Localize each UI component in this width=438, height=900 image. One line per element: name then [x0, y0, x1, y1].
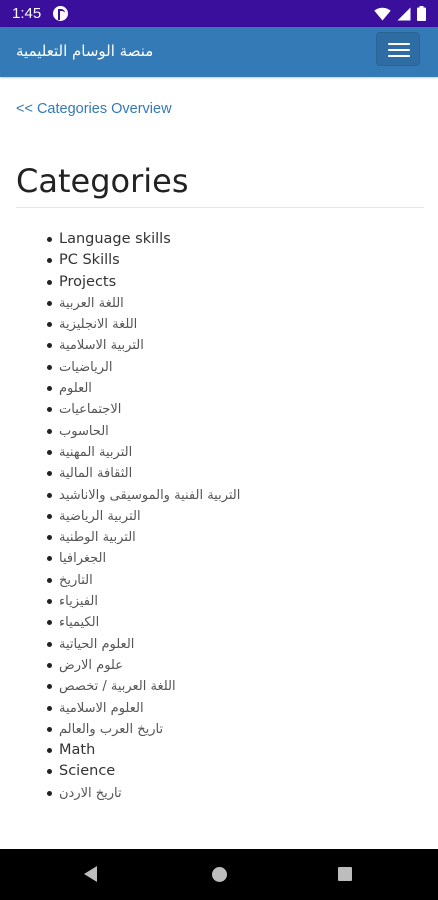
category-link[interactable]: العلوم: [59, 381, 92, 397]
category-item: [0, 272, 240, 293]
category-item: [0, 634, 240, 655]
category-item: [0, 676, 240, 697]
category-item: [0, 506, 240, 527]
categories-overview-link[interactable]: << Categories Overview: [16, 101, 172, 117]
category-item: [0, 463, 240, 484]
category-item: [0, 378, 240, 399]
category-link[interactable]: التربية الوطنية: [59, 530, 136, 546]
category-link[interactable]: التربية الاسلامية: [59, 338, 144, 354]
category-link[interactable]: Projects: [59, 273, 117, 290]
category-item: [0, 229, 240, 250]
category-link[interactable]: تاريخ العرب والعالم: [59, 721, 164, 737]
title-divider: [16, 207, 424, 208]
category-item: [0, 485, 240, 506]
hamburger-bar: [388, 49, 410, 51]
category-list: [0, 229, 240, 804]
category-item: [0, 442, 240, 463]
category-link[interactable]: التربية الفنية والموسيقى والاناشيد: [59, 487, 241, 503]
category-link[interactable]: تاريخ الاردن: [59, 785, 122, 801]
cellular-signal-icon: [397, 7, 411, 21]
page-title: Categories: [16, 162, 189, 200]
category-item: [0, 357, 240, 378]
category-link[interactable]: الجغرافيا: [59, 551, 107, 567]
category-link[interactable]: التربية الرياضية: [59, 508, 141, 524]
hamburger-bar: [388, 43, 410, 45]
category-item: [0, 612, 240, 633]
status-bar: [0, 0, 438, 27]
hamburger-menu-button[interactable]: [376, 32, 420, 66]
battery-icon: [417, 6, 426, 21]
brand-title[interactable]: منصة الوسام التعليمية: [16, 42, 154, 60]
category-link[interactable]: اللغة العربية / تخصص: [59, 679, 176, 695]
category-item: [0, 421, 240, 442]
category-item: [0, 314, 240, 335]
category-link[interactable]: علوم الارض: [59, 657, 123, 673]
category-item: [0, 740, 240, 761]
category-link[interactable]: اللغة الانجليزية: [59, 317, 138, 333]
category-link[interactable]: الاجتماعيات: [59, 402, 122, 418]
wifi-icon: [374, 7, 391, 21]
category-link[interactable]: التاريخ: [59, 572, 93, 588]
category-link[interactable]: Math: [59, 742, 96, 759]
category-item: [0, 570, 240, 591]
category-link[interactable]: التربية المهنية: [59, 444, 133, 460]
category-link[interactable]: اللغة العربية: [59, 295, 124, 311]
category-link[interactable]: الحاسوب: [59, 423, 109, 439]
system-navigation-bar: [0, 849, 438, 900]
category-item: [0, 591, 240, 612]
home-circle-icon[interactable]: [212, 867, 227, 882]
category-link[interactable]: Science: [59, 763, 116, 780]
category-link[interactable]: الرياضيات: [59, 359, 113, 375]
category-link[interactable]: العلوم الحياتية: [59, 636, 135, 652]
category-link[interactable]: الكيمياء: [59, 615, 100, 631]
hamburger-bar: [388, 55, 410, 57]
category-item: [0, 783, 240, 804]
status-time: 1:45: [12, 5, 42, 22]
category-item: [0, 548, 240, 569]
category-item: [0, 655, 240, 676]
category-item: [0, 399, 240, 420]
app-notification-icon: [53, 6, 68, 21]
app-header: [0, 27, 438, 77]
category-item: [0, 250, 240, 271]
category-item: [0, 698, 240, 719]
category-item: [0, 293, 240, 314]
category-link[interactable]: الثقافة المالية: [59, 466, 133, 482]
category-link[interactable]: الفيزياء: [59, 594, 98, 610]
category-link[interactable]: PC Skills: [59, 252, 120, 269]
category-link[interactable]: Language skills: [59, 231, 171, 247]
category-link[interactable]: العلوم الاسلامية: [59, 700, 144, 716]
back-triangle-icon[interactable]: [84, 866, 97, 882]
category-item: [0, 527, 240, 548]
status-icons: [374, 5, 426, 22]
category-item: [0, 761, 240, 782]
category-item: [0, 719, 240, 740]
recents-square-icon[interactable]: [338, 867, 352, 881]
category-item: [0, 335, 240, 356]
